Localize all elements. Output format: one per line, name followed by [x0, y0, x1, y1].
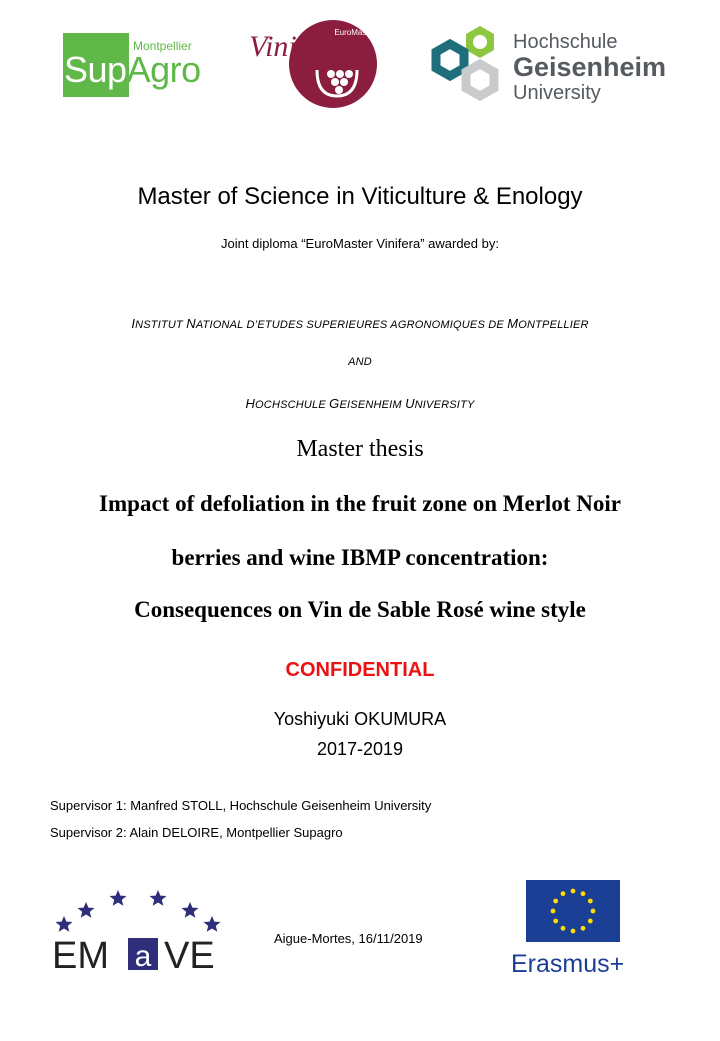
institution-montpellier: INSTITUT NATIONAL D’ETUDES SUPERIEURES AGRONOMIQUES DE MONTPELLIER [131, 316, 589, 331]
supagro-logo-small-text: Montpellier [133, 39, 192, 53]
emave-logo-text-right: VE [164, 935, 215, 977]
thesis-title-line3: Consequences on Vin de Sable Rosé wine style [134, 597, 586, 622]
supervisor-1: Supervisor 1: Manfred STOLL, Hochschule Geisenheim University [50, 798, 432, 813]
eu-stars-icon [526, 880, 620, 942]
supagro-logo-wordmark [64, 49, 201, 91]
vinifera-logo [247, 18, 379, 110]
emave-logo [48, 888, 228, 978]
vinifera-logo-graphic [247, 18, 379, 110]
geisenheim-logo-line1: Hochschule [513, 31, 618, 53]
institution-geisenheim: HOCHSCHULE GEISENHEIM UNIVERSITY [245, 396, 475, 411]
supagro-logo-sup: Sup [64, 49, 127, 90]
emave-logo-box-letter: a [134, 940, 152, 973]
geisenheim-logo-line2: Geisenheim [513, 52, 667, 82]
geisenheim-logo [420, 22, 670, 112]
erasmus-logo [506, 880, 646, 990]
confidential-label: CONFIDENTIAL [285, 659, 435, 681]
place-and-date: Aigue-Mortes, 16/11/2019 [274, 931, 423, 946]
geisenheim-logo-line3: University [513, 82, 601, 104]
geisenheim-logo-hexagons [420, 22, 510, 112]
thesis-years: 2017-2019 [316, 739, 404, 759]
thesis-type: Master thesis [296, 436, 424, 462]
supagro-logo [63, 33, 203, 97]
institution-and: AND [348, 356, 372, 368]
supagro-logo-agro: Agro [126, 49, 201, 90]
geisenheim-logo-text [513, 32, 666, 103]
eu-flag-icon [526, 880, 620, 942]
supervisor-2: Supervisor 2: Alain DELOIRE, Montpellier Supagro [50, 825, 343, 840]
thesis-title-line2: berries and wine IBMP concentration: [171, 545, 549, 570]
vinifera-logo-small-text: EuroMaster [334, 28, 376, 37]
thesis-title-line1: Impact of defoliation in the fruit zone on Merlot Noir [99, 491, 621, 516]
emave-stars-icon [56, 890, 221, 932]
emave-logo-graphic [48, 888, 228, 978]
erasmus-wordmark: Erasmus+ [511, 950, 625, 978]
emave-logo-text-left: EM [52, 935, 109, 977]
vinifera-logo-wordmark: Vinifera [249, 30, 346, 63]
joint-diploma-line: Joint diploma “EuroMaster Vinifera” awarded by: [221, 236, 499, 251]
degree-title: Master of Science in Viticulture & Enology [137, 183, 583, 210]
author-name: Yoshiyuki OKUMURA [273, 709, 447, 729]
